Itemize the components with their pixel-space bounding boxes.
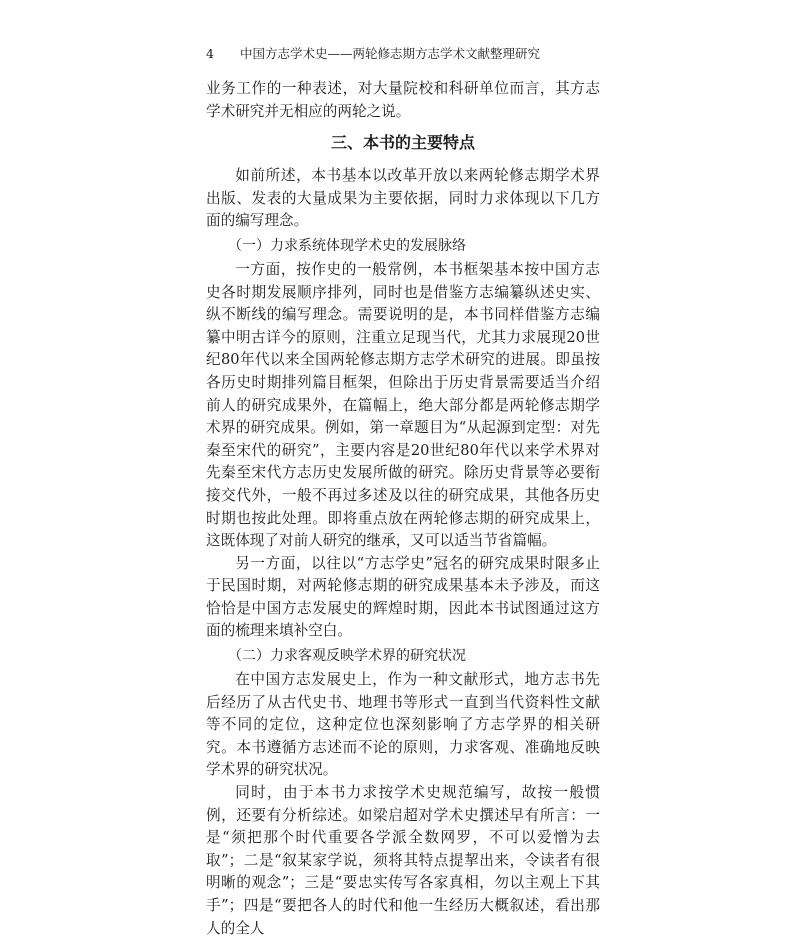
paragraph-second-aspect: 另一方面，以往以“方志学史”冠名的研究成果时限多止于民国时期，对两轮修志期的研究成果基本未予涉及，而这恰恰是中国方志发展史的辉煌时期，因此本书试图通过这方面的梳理来填补空白。 (206, 554, 600, 640)
paragraph-first-aspect: 一方面，按作史的一般常例，本书框架基本按中国方志史各时期发展顺序排列，同时也是借鉴方志编纂纵述史实、纵不断线的编写理念。需要说明的是，本书同样借鉴方志编纂中明古详今的原则，注重立足现当代，尤其力求展现20世纪80年代以来全国两轮修志期方志学术研究的进展。即虽按各历史时期排列篇目框架，但除出于历史背景需要适当介绍前人的研究成果外，在篇幅上，绝大部分都是两轮修志期学术界的研究成果。例如，第一章题目为“从起源到定型：对先秦至宋代的研究”，主要内容是20世纪80年代以来学术界对先秦至宋代方志历史发展所做的研究。除历史背景等必要衔接交代外，一般不再过多述及以往的研究成果，其他各历史时期也按此处理。即将重点放在两轮修志期的研究成果上，这既体现了对前人研究的继承，又可以适当节省篇幅。 (206, 260, 600, 550)
paragraph-intro: 如前所述，本书基本以改革开放以来两轮修志期学术界出版、发表的大量成果为主要依据，同时力求体现以下几方面的编写理念。 (206, 167, 600, 230)
running-header (206, 44, 600, 64)
page-number: 4 (206, 46, 214, 61)
section-heading: 三、本书的主要特点 (330, 133, 475, 153)
header-title: 中国方志学术史——两轮修志期方志学术文献整理研究 (240, 46, 541, 61)
paragraph-continuation: 业务工作的一种表述，对大量院校和科研单位而言，其方志学术研究并无相应的两轮之说。 (206, 80, 600, 120)
subheading-2: （二）力求客观反映学术界的研究状况 (228, 648, 466, 665)
paragraph-history: 在中国方志发展史上，作为一种文献形式，地方志书先后经历了从古代史书、地理书等形式一直到当代资料性文献等不同的定位，这种定位也深刻影响了方志学界的相关研究。本书遵循方志述而不论的原则，力求客观、准确地反映学术界的研究状况。 (206, 671, 600, 779)
subheading-1: （一）力求系统体现学术史的发展脉络 (228, 237, 466, 254)
body-text (206, 78, 600, 940)
paragraph-liang-qichao: 同时，由于本书力求按学术史规范编写，故按一般惯例，还要有分析综述。如梁启超对学术史撰述早有所言：一是“须把那个时代重要各学派全数网罗，不可以爱憎为去取”；二是“叙某家学说，须将其特点提挈出来，令读者有很明晰的观念”；三是“要忠实传写各家真相，勿以主观上下其手”；四是“要把各人的时代和他一生经历大概叙述，看出那人的全人 (206, 784, 600, 937)
